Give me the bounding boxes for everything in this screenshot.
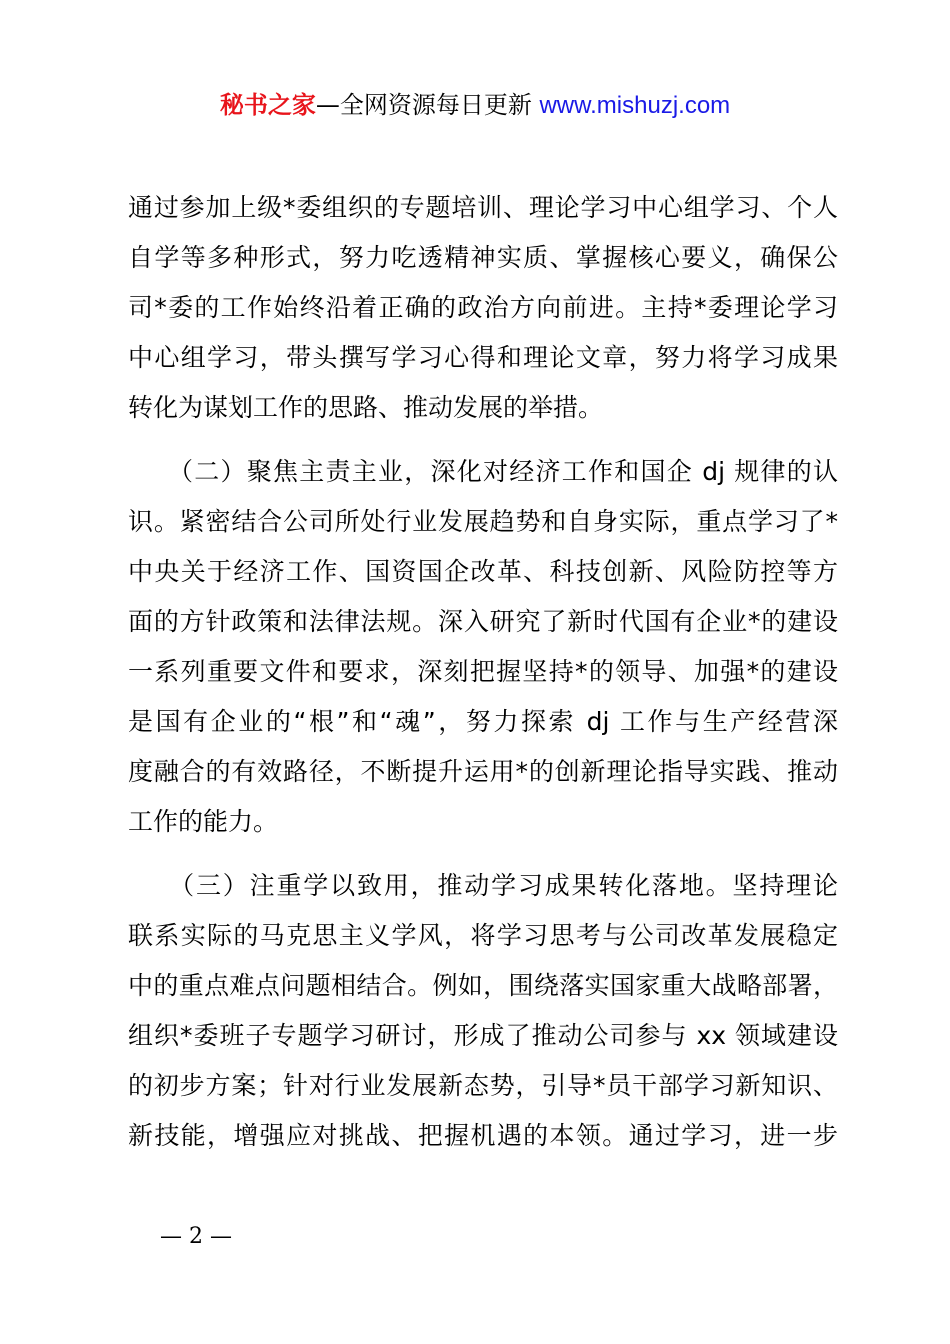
text-line: 组织*委班子专题学习研讨，形成了推动公司参与 xx 领域建设 [128, 1021, 838, 1050]
paragraph [128, 183, 838, 433]
text-line: 转化为谋划工作的思路、推动发展的举措。 [128, 393, 604, 422]
text-line: 的初步方案；针对行业发展新态势，引导*员干部学习新知识、 [128, 1071, 838, 1100]
site-tagline: —全网资源每日更新 [315, 91, 532, 119]
text-line: 自学等多种形式，努力吃透精神实质、掌握核心要义，确保公 [128, 243, 838, 272]
text-line: 面的方针政策和法律法规。深入研究了新时代国有企业*的建设 [128, 607, 838, 636]
site-header [0, 88, 950, 123]
text-line: （三）注重学以致用，推动学习成果转化落地。坚持理论 [128, 871, 838, 900]
text-line: 度融合的有效路径，不断提升运用*的创新理论指导实践、推动 [128, 757, 838, 786]
text-line: 司*委的工作始终沿着正确的政治方向前进。主持*委理论学习 [128, 293, 838, 322]
text-line: 一系列重要文件和要求，深刻把握坚持*的领导、加强*的建设 [128, 657, 838, 686]
text-line: 是国有企业的“根”和“魂”，努力探索 dj 工作与生产经营深 [128, 707, 838, 736]
text-line: 工作的能力。 [128, 807, 279, 836]
site-name: 秘书之家 [219, 91, 316, 119]
page-number: — 2 — [160, 1224, 232, 1249]
text-line: 识。紧密结合公司所处行业发展趋势和自身实际，重点学习了* [128, 507, 838, 536]
text-line: 通过参加上级*委组织的专题培训、理论学习中心组学习、个人 [128, 193, 838, 222]
text-line: 联系实际的马克思主义学风，将学习思考与公司改革发展稳定 [128, 921, 838, 950]
text-line: （二）聚焦主责主业，深化对经济工作和国企 dj 规律的认 [128, 457, 838, 486]
text-line: 中心组学习，带头撰写学习心得和理论文章，努力将学习成果 [128, 343, 838, 372]
paragraph-section-2 [128, 447, 838, 847]
site-url-link[interactable]: www.mishuzj.com [539, 92, 731, 119]
text-line: 中央关于经济工作、国资国企改革、科技创新、风险防控等方 [128, 557, 838, 586]
text-line: 新技能，增强应对挑战、把握机遇的本领。通过学习，进一步 [128, 1121, 838, 1150]
paragraph-section-3 [128, 861, 838, 1161]
document-body [128, 183, 838, 1175]
text-line: 中的重点难点问题相结合。例如，围绕落实国家重大战略部署， [128, 971, 838, 1000]
